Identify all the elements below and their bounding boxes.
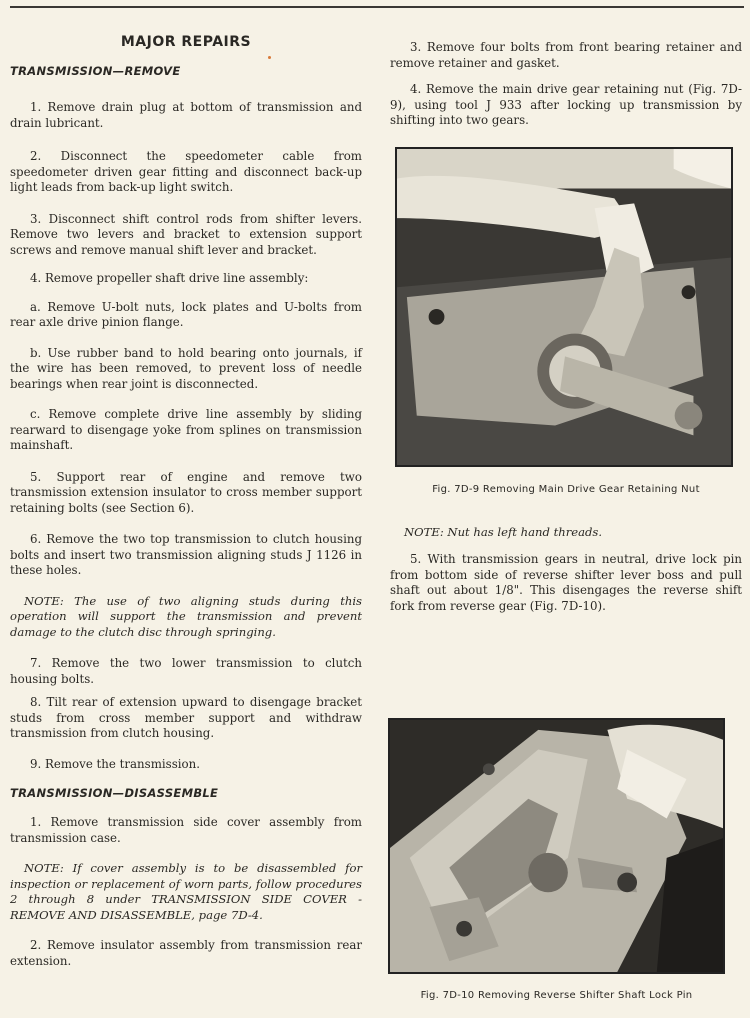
remove-step-1: 1. Remove drain plug at bottom of transmission and drain lubricant. [10,100,362,130]
remove-step-2: 2. Disconnect the speedometer cable from speedometer driven gear fitting and disconnect back-up light leads from back-up light switch. [10,149,362,194]
remove-note: NOTE: The use of two aligning studs during this operation will support the transmission and prevent damage to the clutch disc through springing. [10,593,362,639]
disassemble-step-2: 2. Remove insulator assembly from transmission rear extension. [10,938,362,968]
figure-7d-9-caption: Fig. 7D-9 Removing Main Drive Gear Retaining Nut [432,483,700,495]
remove-step-4b: b. Use rubber band to hold bearing onto journals, if the wire has been removed, to prevent loss of needle bearings when rear joint is disconnected. [10,345,362,391]
left-column [10,34,362,969]
page-title: MAJOR REPAIRS [120,34,252,50]
disassemble-step-4: 4. Remove the main drive gear retaining nut (Fig. 7D-9), using tool J 933 after locking up transmission by shifting into two gears. [390,82,742,127]
remove-step-5: 5. Support rear of engine and remove two transmission extension insulator to cross member support retaining bolts (see Section 6). [10,469,362,515]
remove-step-7: 7. Remove the two lower transmission to clutch housing bolts. [10,656,362,686]
remove-step-4a: a. Remove U-bolt nuts, lock plates and U-bolts from rear axle drive pinion flange. [10,299,362,329]
top-rule [10,6,744,8]
remove-step-8: 8. Tilt rear of extension upward to disengage bracket studs from cross member support and withdraw transmission from clutch housing. [10,695,362,740]
nut-thread-note: NOTE: Nut has left hand threads. [404,524,603,539]
figure-7d-9-photo [395,147,733,467]
remove-step-4c: c. Remove complete drive line assembly by sliding rearward to disengage yoke from splines on transmission mainshaft. [10,407,362,452]
remove-step-6: 6. Remove the two top transmission to clutch housing bolts and insert two transmission aligning studs J 1126 in these holes. [10,532,362,577]
remove-step-3: 3. Disconnect shift control rods from shifter levers. Remove two levers and bracket to extension support screws and remove manual shift lever and bracket. [10,211,362,257]
remove-step-4: 4. Remove propeller shaft drive line assembly: [30,271,309,285]
disassemble-step-1: 1. Remove transmission side cover assembly from transmission case. [10,815,362,845]
figure-7d-10-caption: Fig. 7D-10 Removing Reverse Shifter Shaft Lock Pin [420,990,693,1001]
figure-7d-10-photo [388,718,725,974]
disassemble-note: NOTE: If cover assembly is to be disassembled for inspection or replacement of worn parts, follow procedures 2 through 8 under TRANSMISSION SIDE COVER - REMOVE AND DISASSEMBLE, page 7D-4. [10,861,362,922]
remove-step-9: 9. Remove the transmission. [30,756,200,771]
section-heading-disassemble: TRANSMISSION—DISASSEMBLE [10,786,219,800]
disassemble-step-3: 3. Remove four bolts from front bearing retainer and remove retainer and gasket. [390,40,742,70]
reverse-shifter-pin-photo [390,720,723,972]
right-column [390,40,742,614]
drive-gear-nut-photo [397,149,731,465]
disassemble-step-5: 5. With transmission gears in neutral, drive lock pin from bottom side of reverse shifter lever boss and pull shaft out about 1/8". This disengages the reverse shift fork from reverse gear (Fig. 7D-10). [390,552,742,613]
section-heading-remove: TRANSMISSION—REMOVE [10,64,181,78]
